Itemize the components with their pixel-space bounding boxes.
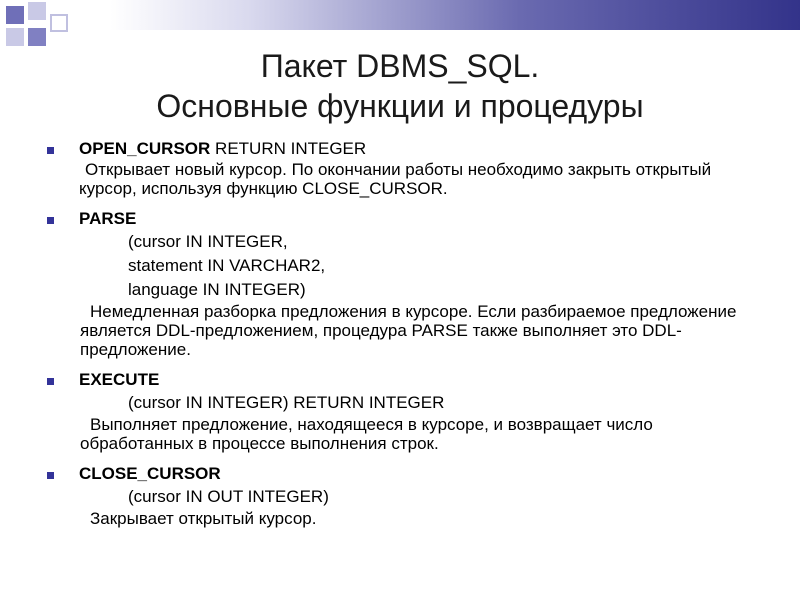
decor-square [28,2,46,20]
decor-square [28,28,46,46]
list-item-close-cursor [0,463,800,528]
square-bullet-icon [47,378,54,385]
decor-square [6,28,24,46]
slide-title [0,46,800,126]
square-bullet-icon [47,472,54,479]
function-name: CLOSE_CURSOR [79,464,221,483]
title-line-1: Пакет DBMS_SQL. [260,48,540,84]
square-bullet-icon [47,147,54,154]
list-item-execute [0,369,800,453]
title-line-2: Основные функции и процедуры [156,88,644,124]
function-signature: RETURN INTEGER [210,139,367,158]
list-item-parse [0,208,800,359]
item-heading [0,138,800,160]
param-line: language IN INTEGER) [128,280,306,299]
item-description: Открывает новый курсор. По окончании работы необходимо закрыть открытый курсор, используя функцию CLOSE_CURSOR. [79,160,712,198]
header-band [0,0,800,30]
function-list [0,138,800,538]
function-name: PARSE [79,209,137,228]
item-heading [0,208,800,230]
decor-square [6,6,24,24]
item-description: Выполняет предложение, находящееся в курсоре, и возвращает число обработанных в процессе выполнения строк. [80,415,653,453]
decor-square [50,14,68,32]
item-heading [0,463,800,485]
item-description: Немедленная разборка предложения в курсоре. Если разбираемое предложение является DDL-предложением, процедура PARSE также выполняет это DDL-предложение. [80,302,737,359]
item-description: Закрывает открытый курсор. [90,509,317,528]
list-item-open-cursor [0,138,800,198]
function-name: EXECUTE [79,370,160,389]
function-name: OPEN_CURSOR [79,139,211,158]
item-heading [0,369,800,391]
param-line: (cursor IN INTEGER) RETURN INTEGER [128,393,445,412]
param-line: (cursor IN OUT INTEGER) [128,487,329,506]
param-line: (cursor IN INTEGER, [128,232,288,251]
square-bullet-icon [47,217,54,224]
param-line: statement IN VARCHAR2, [128,256,326,275]
